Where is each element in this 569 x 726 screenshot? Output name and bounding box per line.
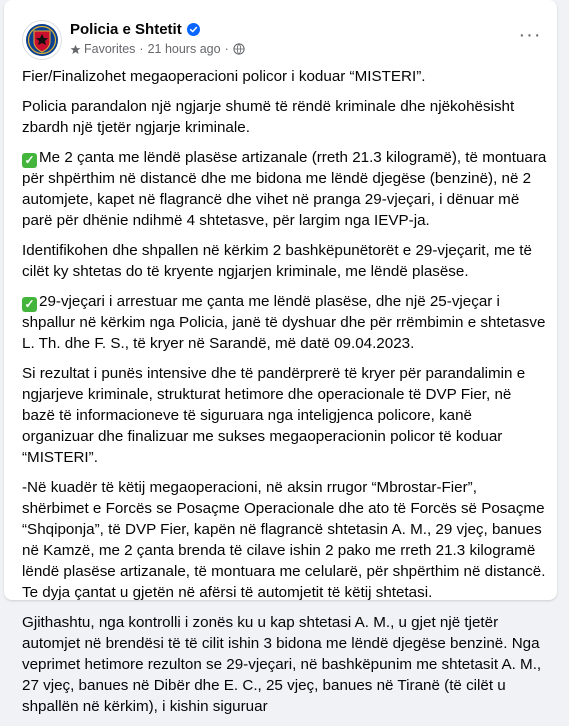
post-header xyxy=(4,0,557,62)
paragraph-text: Si rezultat i punës intensive dhe të pandërprerë të kryer për parandalimin e ngjarjeve kriminale, strukturat hetimore dhe operacionale të DVP Fier, në bazë të informacioneve të siguruara nga inteligjenca policore, kanë organizuar dhe finalizuar me sukses megaoperacionin policor të koduar “MISTERI”. xyxy=(22,365,526,466)
audience-favorites-label[interactable]: Favorites xyxy=(84,42,136,56)
paragraph-text: 29-vjeçari i arrestuar me çanta me lëndë plasëse, dhe një 25-vjeçar i shpallur në kërkim nga Policia, janë të dyshuar dhe për rrëmbimin e shtetasve L. Th. dhe F. S., të kryer në Sarandë, më datë 09.04.2023. xyxy=(22,293,546,352)
post-paragraph xyxy=(22,363,547,468)
post-paragraph xyxy=(22,240,547,282)
more-options-icon: ··· xyxy=(518,23,542,46)
post-paragraph xyxy=(22,66,547,87)
white-check-mark-icon: ✓ xyxy=(22,297,37,312)
meta-separator: · xyxy=(139,42,144,56)
post-text xyxy=(22,66,547,726)
page-name[interactable]: Policia e Shtetit xyxy=(70,21,182,38)
page-name-link[interactable] xyxy=(70,21,200,38)
post-paragraph xyxy=(22,291,547,354)
paragraph-text: -Në kuadër të këtij megaoperacioni, në aksin rrugor “Mbrostar-Fier”, shërbimet e Forcës se Posaçme Operacionale dhe ato të Forcës së Posaçme “Shqiponja”, të DVP Fier, kapën në flagrancë shtetasin A. M., 29 vjeç, banues në Kamzë, me 2 çanta brenda të cilave ishin 2 pako me rreth 21.3 kilogramë lëndë plasëse artizanale, të montuara me celularë, për shpërthim në distancë. Te dyja çantat u gjetën në afërsi të automjetit të këtij shtetasi. xyxy=(22,479,546,601)
post-paragraph xyxy=(22,612,547,717)
white-check-mark-icon: ✓ xyxy=(22,153,37,168)
paragraph-text: Identifikohen dhe shpallen në kërkim 2 bashkëpunëtorët e 29-vjeçarit, me të cilët ky shtetas do të kryente ngjarjen kriminale, me lëndë plasëse. xyxy=(22,242,532,280)
globe-icon[interactable] xyxy=(233,43,245,55)
post-paragraph xyxy=(22,477,547,603)
paragraph-text: Gjithashtu, nga kontrolli i zonës ku u kap shtetasi A. M., u gjet një tjetër automjet në brendësi të të cilit ishin 3 bidona me lëndë djegëse benzinë. Nga veprimet hetimore rezulton se 29-vjeçari, në bashkëpunim me shtetasit A. M., 27 vjeç, banues në Dibër dhe E. C., 25 vjeç, banues në Tiranë (të cilët u shpallën në kërkim), i kishin siguruar xyxy=(22,614,542,715)
verified-badge-icon xyxy=(187,23,200,36)
post-card xyxy=(4,0,557,715)
more-options-button[interactable] xyxy=(515,24,545,46)
post-timestamp[interactable]: 21 hours ago xyxy=(147,42,221,56)
page-avatar[interactable] xyxy=(22,20,62,60)
police-badge-icon xyxy=(25,23,59,57)
paragraph-text: Fier/Finalizohet megaoperacioni policor i koduar “MISTERI”. xyxy=(22,68,426,85)
post-meta xyxy=(70,42,245,56)
paragraph-text: Me 2 çanta me lëndë plasëse artizanale (rreth 21.3 kilogramë), të montuara për shpërthim në distancë dhe me bidona me lëndë djegëse (benzinë), në 2 automjete, kapet në flagrancë dhe vihet në pranga 29-vjeçari, i dënuar më parë për dhënie ndihmë 4 shtetasve, për largim nga IEVP-ja. xyxy=(22,149,547,229)
post-paragraph xyxy=(22,147,547,231)
post-paragraph xyxy=(22,96,547,138)
meta-separator: · xyxy=(224,42,229,56)
star-icon xyxy=(70,44,81,55)
paragraph-text: Policia parandalon një ngjarje shumë të rëndë kriminale dhe njëkohësisht zbardh një tjetër ngjarje kriminale. xyxy=(22,98,515,136)
